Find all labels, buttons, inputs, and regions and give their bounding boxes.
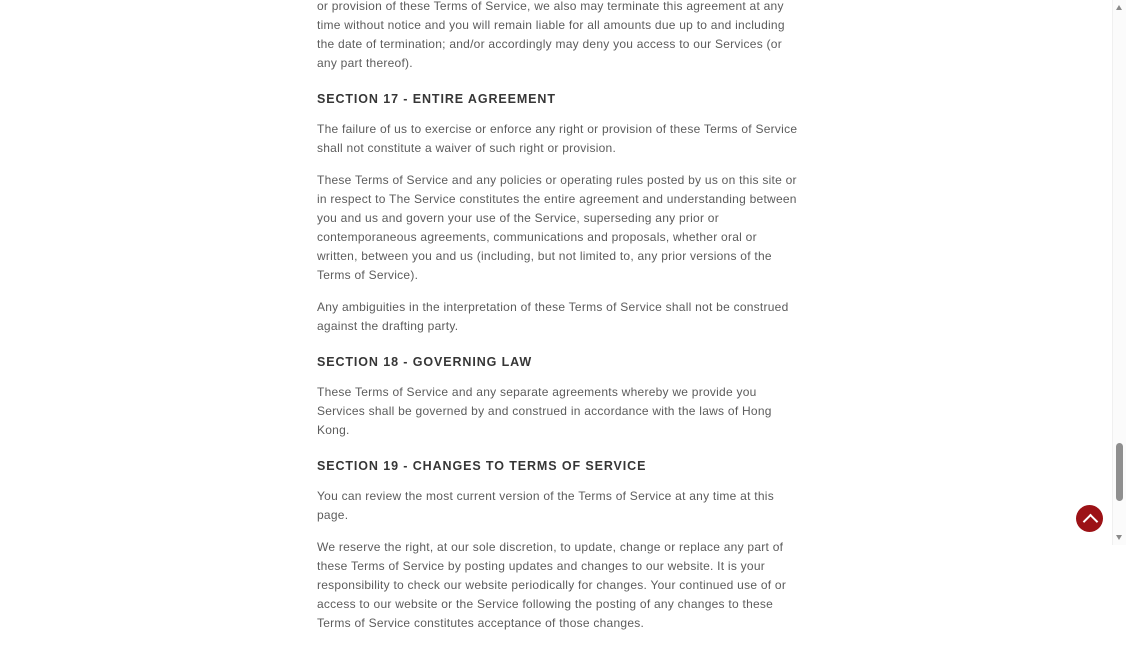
paragraph: These Terms of Service and any policies or operating rules posted by us on this site or in respect to The Service constitutes the entire agreement and understanding between you and us and govern your use of the Service, superseding any prior or contemporaneous agreements, communications and proposals, whether oral or written, between you and us (including, but not limited to, any prior versions of the Terms of Service). [317, 173, 797, 282]
chevron-up-icon [1082, 514, 1098, 530]
back-to-top-button[interactable] [1076, 505, 1103, 532]
paragraph: You can review the most current version of the Terms of Service at any time at this page. [317, 489, 774, 522]
scrollbar-down-button[interactable] [1113, 531, 1126, 545]
triangle-down-icon [1116, 535, 1122, 540]
paragraph: The failure of us to exercise or enforce any right or provision of these Terms of Service shall not constitute a waiver of such right or provision. [317, 122, 798, 155]
section-heading: SECTION 18 - GOVERNING LAW [317, 355, 533, 369]
vertical-scrollbar[interactable] [1112, 0, 1126, 545]
section-heading: SECTION 19 - CHANGES TO TERMS OF SERVICE [317, 459, 647, 473]
scrollbar-up-button[interactable] [1113, 0, 1126, 14]
paragraph: These Terms of Service and any separate agreements whereby we provide you Services shall be governed by and construed in accordance with the laws of Hong Kong. [317, 385, 772, 437]
paragraph: Any ambiguities in the interpretation of these Terms of Service shall not be construed against the drafting party. [317, 300, 789, 333]
scrollbar-thumb[interactable] [1116, 443, 1123, 501]
terms-sections [317, 90, 798, 633]
paragraph: or provision of these Terms of Service, we also may terminate this agreement at any time without notice and you will remain liable for all amounts due up to and including the date of termination; and/or accordingly may deny you access to our Services (or any part thereof). [317, 0, 785, 70]
section-heading: SECTION 17 - ENTIRE AGREEMENT [317, 92, 556, 106]
terms-document [317, 0, 798, 646]
paragraph: We reserve the right, at our sole discretion, to update, change or replace any part of these Terms of Service by posting updates and changes to our website. It is your responsibility to check our website periodically for changes. Your continued use of or access to our website or the Service following the posting of any changes to these Terms of Service constitutes acceptance of those changes. [317, 540, 787, 630]
triangle-up-icon [1116, 5, 1122, 10]
